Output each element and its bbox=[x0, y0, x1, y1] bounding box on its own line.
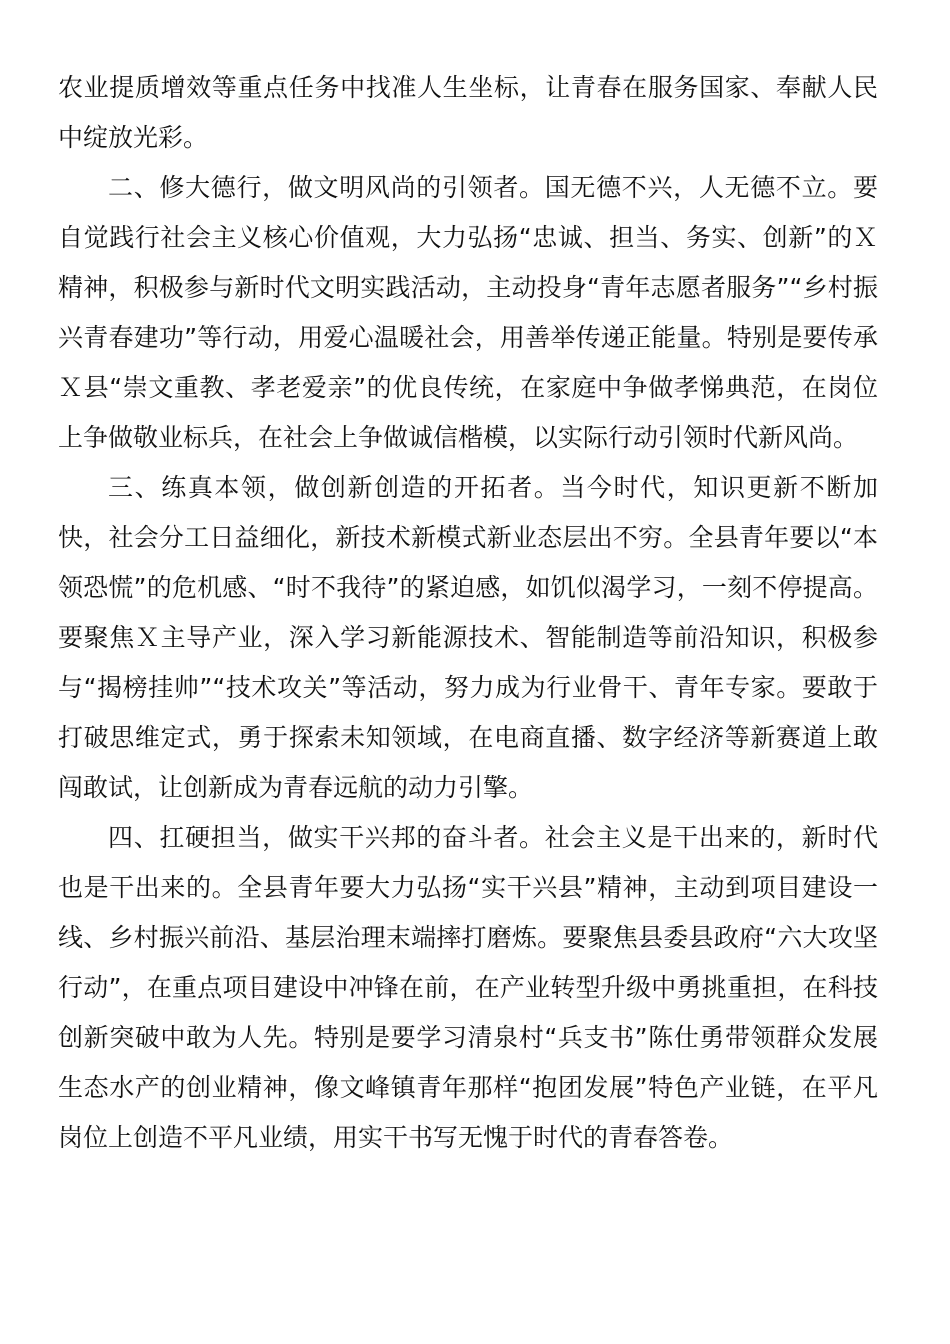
paragraph-section-four: 四、扛硬担当，做实干兴邦的奋斗者。社会主义是干出来的，新时代也是干出来的。全县青年要大力弘扬“实干兴县”精神，主动到项目建设一线、乡村振兴前沿、基层治理末端摔打磨炼。要聚焦县委县政府“六大攻坚行动”，在重点项目建设中冲锋在前，在产业转型升级中勇挑重担，在科技创新突破中敢为人先。特别是要学习清泉村“兵支书”陈仕勇带领群众发展生态水产的创业精神，像文峰镇青年那样“抱团发展”特色产业链，在平凡岗位上创造不平凡业绩，用实干书写无愧于时代的青春答卷。 bbox=[58, 823, 878, 1152]
paragraph-section-three: 三、练真本领，做创新创造的开拓者。当今时代，知识更新不断加快，社会分工日益细化，新技术新模式新业态层出不穷。全县青年要以“本领恐慌”的危机感、“时不我待”的紧迫感，如饥似渴学习，一刻不停提高。要聚焦Ｘ主导产业，深入学习新能源技术、智能制造等前沿知识，积极参与“揭榜挂帅”“技术攻关”等活动，努力成为行业骨干、青年专家。要敢于打破思维定式，勇于探索未知领域，在电商直播、数字经济等新赛道上敢闯敢试，让创新成为青春远航的动力引擎。 bbox=[58, 473, 878, 802]
paragraph-continuation: 农业提质增效等重点任务中找准人生坐标，让青春在服务国家、奉献人民中绽放光彩。 bbox=[58, 73, 878, 152]
document-body bbox=[58, 63, 878, 1163]
paragraph-section-two: 二、修大德行，做文明风尚的引领者。国无德不兴，人无德不立。要自觉践行社会主义核心价值观，大力弘扬“忠诚、担当、务实、创新”的Ｘ精神，积极参与新时代文明实践活动，主动投身“青年志愿者服务”“乡村振兴青春建功”等行动，用爱心温暖社会，用善举传递正能量。特别是要传承Ｘ县“崇文重教、孝老爱亲”的优良传统，在家庭中争做孝悌典范，在岗位上争做敬业标兵，在社会上争做诚信楷模，以实际行动引领时代新风尚。 bbox=[58, 173, 878, 452]
